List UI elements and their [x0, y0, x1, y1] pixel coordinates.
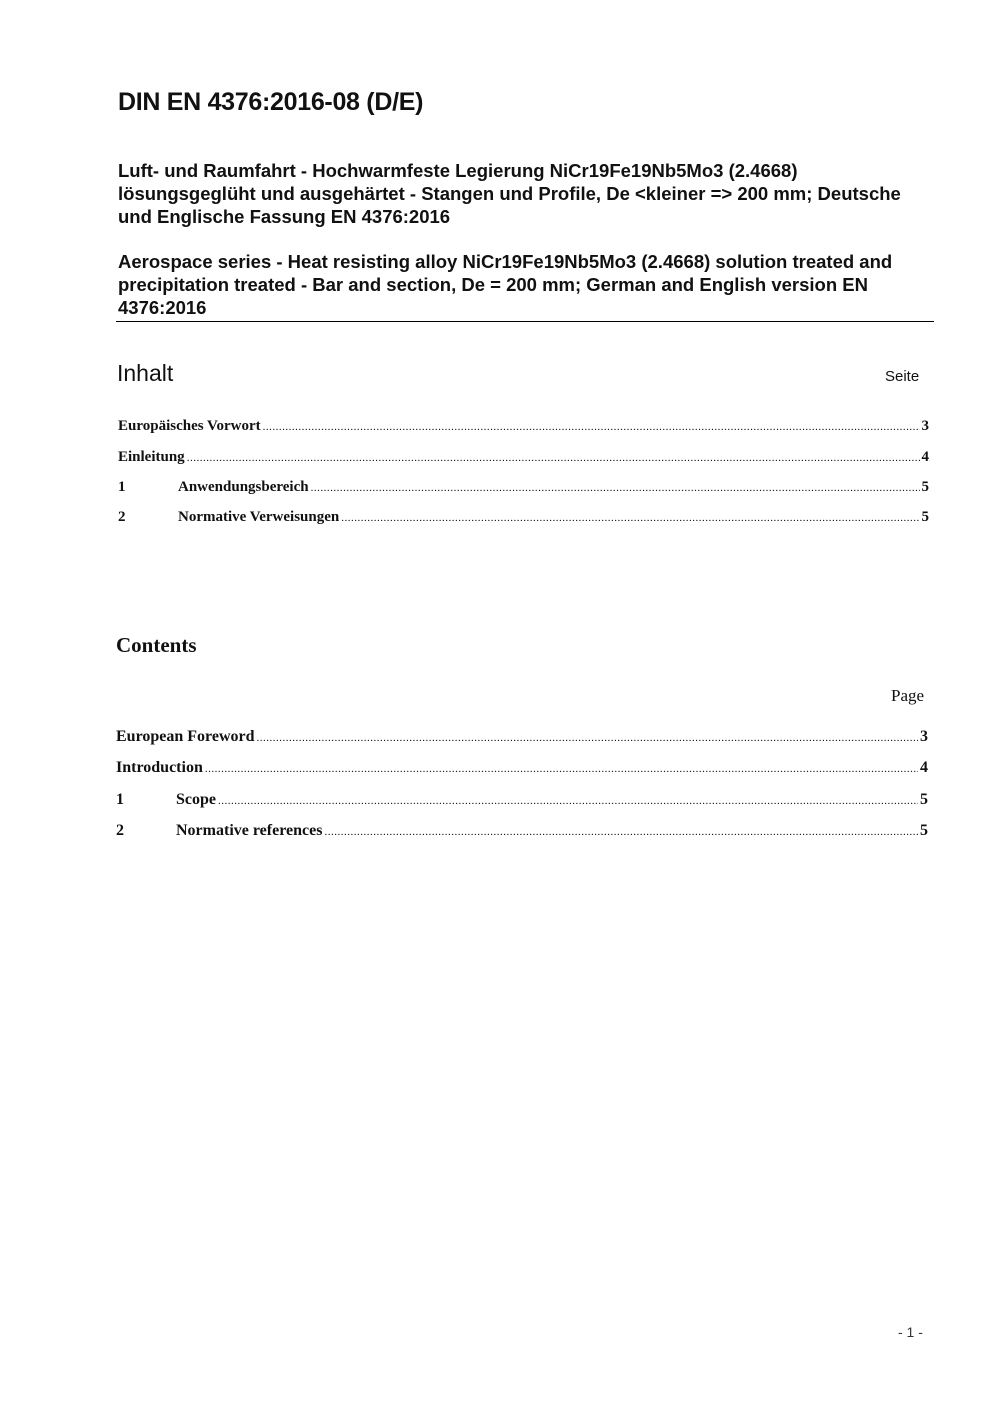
toc-leader-dots: [324, 826, 918, 838]
toc-entry-german[interactable]: [118, 509, 929, 526]
toc-entry-label: Normative Verweisungen: [178, 509, 340, 525]
toc-page-label-german: Seite: [885, 368, 920, 385]
toc-page-label-english: Page: [891, 686, 925, 705]
toc-entry-label: Introduction: [116, 759, 203, 776]
toc-entry-number: 2: [116, 822, 124, 839]
toc-leader-dots: [257, 732, 918, 744]
toc-entry-page: 5: [921, 479, 929, 495]
toc-leader-dots: [205, 763, 918, 775]
toc-entry-label: Europäisches Vorwort: [118, 418, 261, 434]
toc-entry-german[interactable]: [118, 418, 929, 435]
toc-leader-dots: [341, 512, 919, 524]
toc-entry-number: 2: [118, 509, 126, 525]
toc-entry-page: 5: [920, 791, 928, 808]
toc-entry-label: Anwendungsbereich: [178, 479, 309, 495]
toc-entry-label: Scope: [176, 791, 216, 808]
toc-entry-page: 3: [920, 728, 928, 745]
toc-leader-dots: [263, 421, 920, 433]
document-title: DIN EN 4376:2016-08 (D/E): [118, 88, 424, 116]
toc-entry-german[interactable]: [118, 449, 929, 466]
toc-leader-dots: [311, 482, 920, 494]
toc-entry-label: Einleitung: [118, 449, 185, 465]
toc-entry-label: Normative references: [176, 822, 323, 839]
toc-entry-german[interactable]: [118, 479, 929, 496]
toc-entry-english[interactable]: [116, 759, 928, 777]
title-divider: [116, 321, 934, 322]
subtitle-german: Luft- und Raumfahrt - Hochwarmfeste Legierung NiCr19Fe19Nb5Mo3 (2.4668) lösungsgeglüht und ausgehärtet - Stangen und Profile, De <kleiner => 200 mm; Deutsche und Englische Fassung EN 4376:2016: [118, 160, 901, 227]
toc-entry-page: 4: [920, 759, 928, 776]
toc-entry-english[interactable]: [116, 822, 928, 840]
toc-entry-label: European Foreword: [116, 728, 255, 745]
toc-entry-english[interactable]: [116, 791, 928, 809]
toc-entry-number: 1: [116, 791, 124, 808]
toc-entry-page: 5: [921, 509, 929, 525]
toc-heading-german: Inhalt: [117, 360, 174, 386]
toc-leader-dots: [218, 795, 918, 807]
toc-entry-english[interactable]: [116, 728, 928, 746]
subtitle-english: Aerospace series - Heat resisting alloy NiCr19Fe19Nb5Mo3 (2.4668) solution treated and precipitation treated - Bar and section, De = 200 mm; German and English version EN 4376:2016: [118, 251, 893, 318]
toc-heading-english: Contents: [116, 633, 197, 657]
toc-entry-page: 5: [920, 822, 928, 839]
toc-leader-dots: [187, 452, 920, 464]
page-number: - 1 -: [898, 1324, 923, 1340]
toc-entry-page: 3: [921, 418, 929, 434]
toc-entry-number: 1: [118, 479, 126, 495]
toc-entry-page: 4: [921, 449, 929, 465]
